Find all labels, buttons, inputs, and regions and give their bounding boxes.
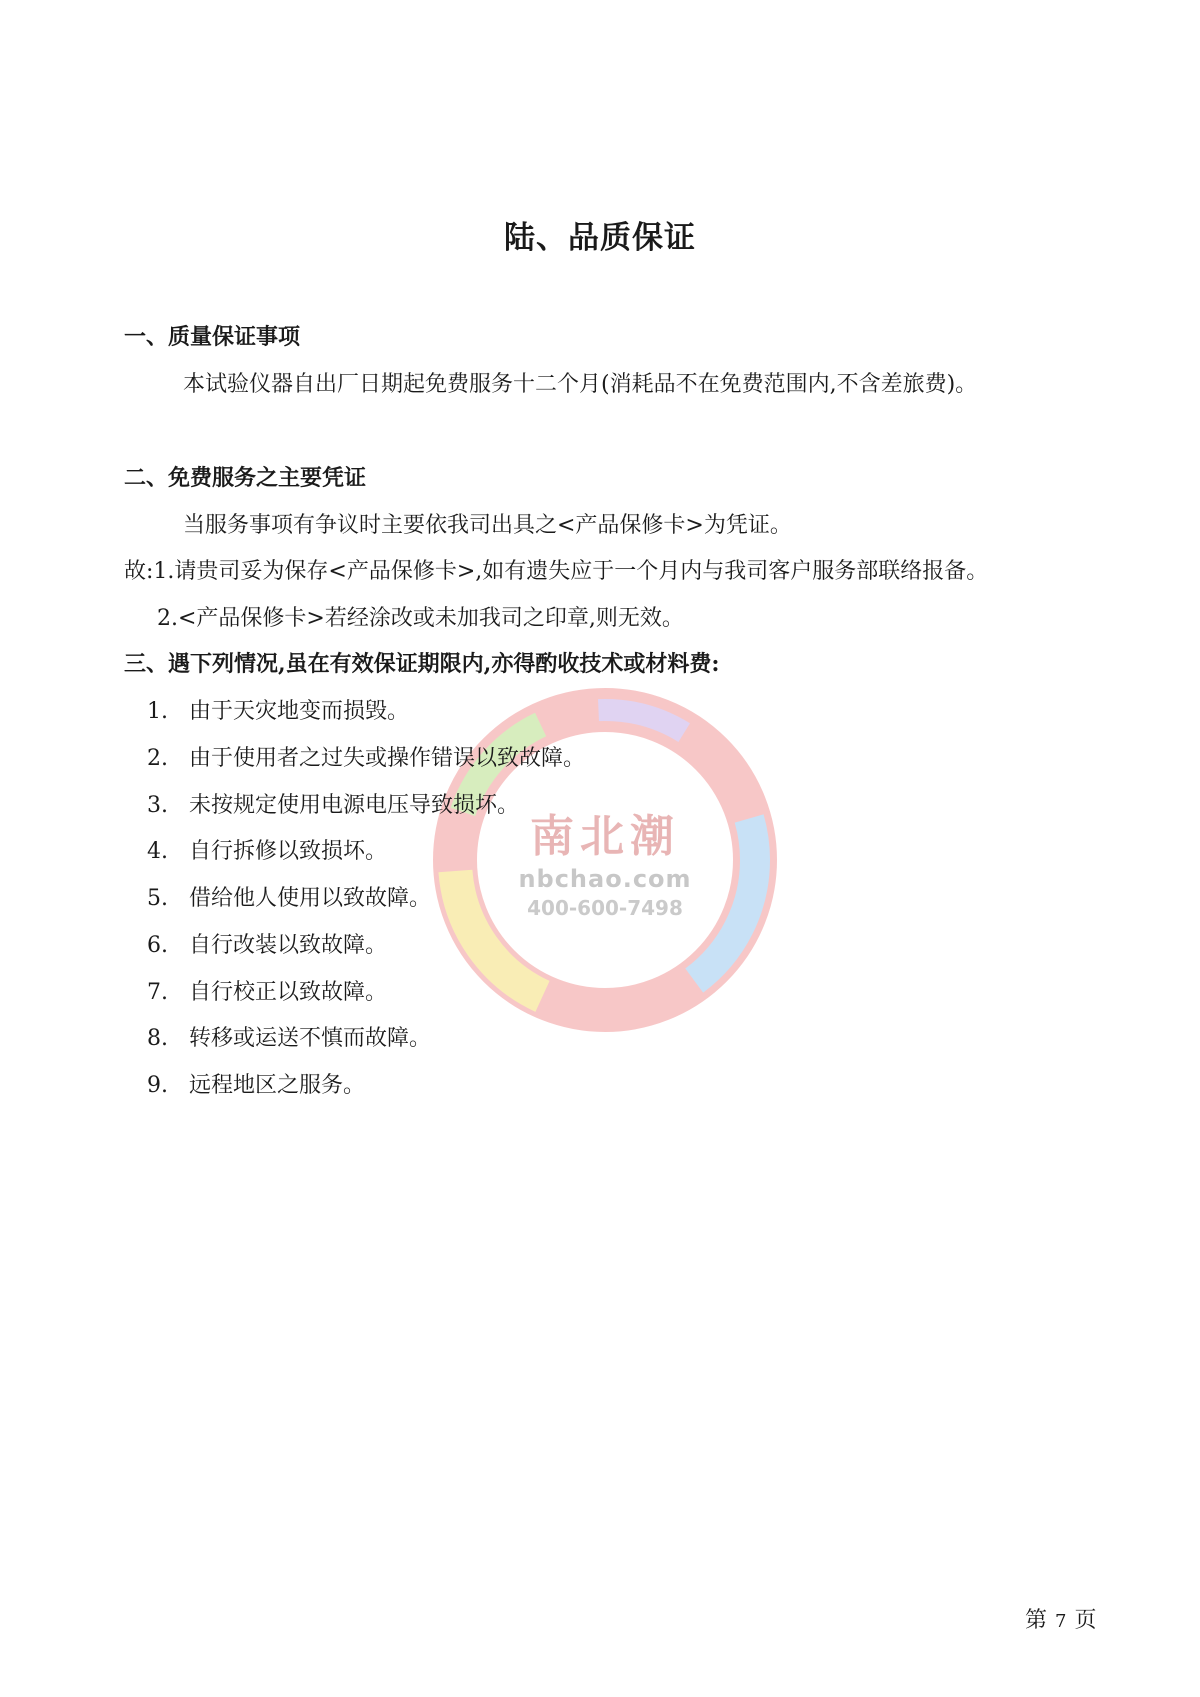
list-item: 2. 由于使用者之过失或操作错误以致故障。 <box>147 746 586 771</box>
section2-heading: 二、免费服务之主要凭证 <box>124 465 367 491</box>
page-title: 陆、品质保证 <box>504 220 696 256</box>
list-item: 6. 自行改装以致故障。 <box>147 933 388 958</box>
list-item: 8. 转移或运送不慎而故障。 <box>147 1026 432 1051</box>
list-item: 3. 未按规定使用电源电压导致损坏。 <box>147 793 520 818</box>
list-item: 5. 借给他人使用以致故障。 <box>147 886 432 911</box>
section2-note-1: 故:1.请贵司妥为保存<产品保修卡>,如有遗失应于一个月内与我司客户服务部联络报备。 <box>124 559 989 584</box>
watermark <box>405 660 805 1060</box>
list-item: 1. 由于天灾地变而损毁。 <box>147 699 410 724</box>
section2-note-2: 2.<产品保修卡>若经涂改或未加我司之印章,则无效。 <box>157 606 684 631</box>
list-item: 9. 远程地区之服务。 <box>147 1073 366 1098</box>
section2-body: 当服务事项有争议时主要依我司出具之<产品保修卡>为凭证。 <box>183 513 792 538</box>
section1-heading: 一、质量保证事项 <box>124 324 301 350</box>
watermark-phone: 400-600-7498 <box>527 896 683 920</box>
watermark-logo: 南北潮 <box>530 811 680 862</box>
section3-heading: 三、遇下列情况,虽在有效保证期限内,亦得酌收技术或材料费: <box>124 651 720 677</box>
list-item: 7. 自行校正以致故障。 <box>147 980 388 1005</box>
list-item: 4. 自行拆修以致损坏。 <box>147 839 388 864</box>
page-number: 第 7 页 <box>1025 1608 1097 1633</box>
watermark-site: nbchao.com <box>518 865 692 893</box>
watermark-ring-icon <box>405 660 805 1060</box>
section1-body: 本试验仪器自出厂日期起免费服务十二个月(消耗品不在免费范围内,不含差旅费)。 <box>183 372 978 397</box>
